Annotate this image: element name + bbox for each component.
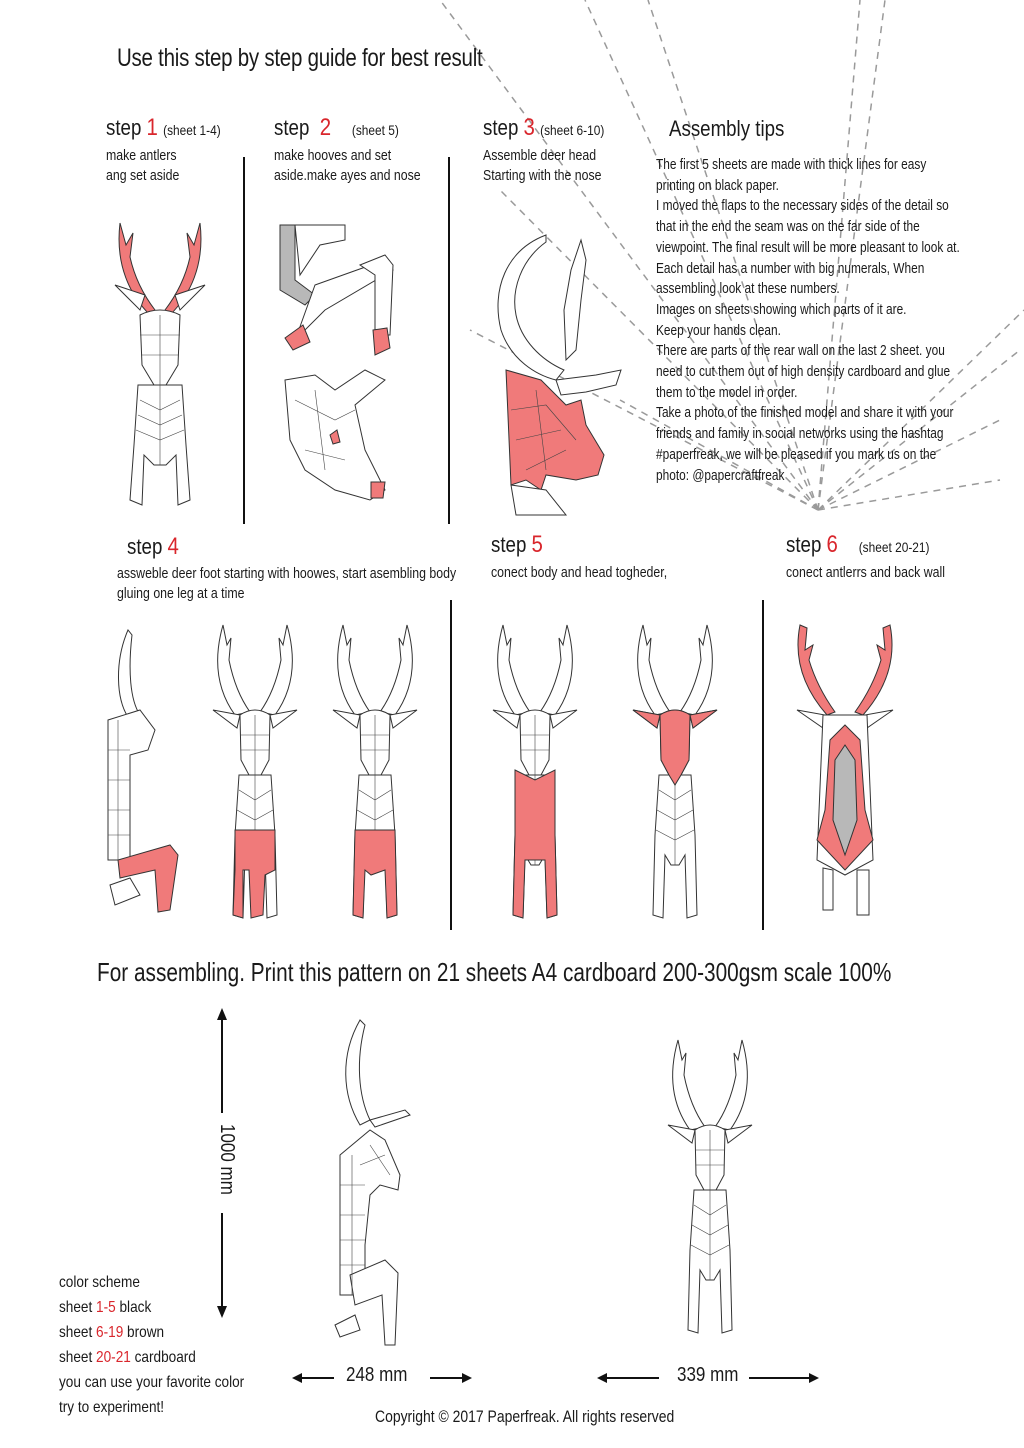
- step-4-description: assweble deer foot starting with hoowes, start asembling body gluing one leg at a time: [117, 566, 457, 602]
- step-3-description: Assemble deer head Starting with the nose: [483, 148, 602, 184]
- step-2-illustration: [275, 220, 445, 520]
- step-6-block: [786, 531, 973, 583]
- color-scheme-title: color scheme: [59, 1274, 140, 1291]
- step-2-description: make hooves and set aside.make ayes and nose: [274, 148, 421, 184]
- color-scheme-row: sheet 6-19 brown: [59, 1324, 165, 1341]
- divider: [243, 157, 245, 524]
- step-1-illustration: [100, 215, 220, 520]
- step-1-sheets: (sheet 1-4): [163, 122, 221, 138]
- step-4-number: 4: [167, 533, 179, 560]
- color-scheme-note: try to experiment!: [59, 1399, 165, 1416]
- side-width-dimension: 248 mm: [292, 1364, 472, 1392]
- color-scheme-row: sheet 20-21 cardboard: [59, 1349, 196, 1366]
- front-width-dimension: 339 mm: [597, 1364, 819, 1392]
- copyright: Copyright © 2017 Paperfreak. All rights reserved: [375, 1407, 675, 1426]
- step-5-block: [491, 531, 698, 583]
- final-front-view-illustration: [660, 1020, 760, 1350]
- step-1-description: make antlers ang set aside: [106, 148, 180, 184]
- step-5-description: conect body and head togheder,: [491, 565, 668, 581]
- step-1-number: 1: [146, 114, 158, 141]
- step-6-number: 6: [826, 531, 838, 558]
- color-scheme-row: sheet 1-5 black: [59, 1299, 152, 1316]
- step-6-illustration: [785, 620, 905, 920]
- step-1-block: [106, 114, 241, 186]
- step-4-illustration: [100, 620, 440, 920]
- step-3-heading: step 3 (sheet 6-10): [483, 114, 605, 141]
- step-2-sheets: (sheet 5): [351, 122, 399, 138]
- step-1-heading: step 1 (sheet 1-4): [106, 114, 221, 141]
- step-5-heading: step 5: [491, 531, 543, 558]
- step-6-heading: step 6 (sheet 20-21): [786, 531, 930, 558]
- step-5-illustration: [485, 620, 745, 920]
- step-3-block: [483, 114, 626, 186]
- color-scheme-note: you can use your favorite color: [59, 1374, 245, 1391]
- divider: [450, 600, 452, 930]
- step-3-illustration: [486, 230, 636, 520]
- step-4-heading: step 4: [127, 533, 179, 560]
- divider: [448, 157, 450, 524]
- step-4-block: [127, 533, 188, 561]
- step-6-sheets: (sheet 20-21): [858, 539, 930, 555]
- step-2-number: 2: [319, 114, 332, 141]
- assembly-tips-heading: Assembly tips: [669, 116, 785, 141]
- color-scheme: [59, 1270, 244, 1420]
- final-side-view-illustration: [330, 1015, 440, 1345]
- assembly-tips-text: The first 5 sheets are made with thick lines for easy printing on black paper. I moved the flaps to the necessary sides of the detail so that in the end the seam was on the far side of the viewpoint. The final result will be more pleasant to look at. Each detail has a number with big numerals, When assembling look at these numbers. Images on sheets showing which parts of it are. Keep your hands clean. There are parts of the rear wall on the last 2 sheet. you need to cut them out of high density cardboard and glue them to the model in order. Take a photo of the finished model and share it with your friends and family in social networks using the hashtag #paperfreak, we will be pleased if you mark us on the photo: @papercraftfreak: [656, 157, 960, 484]
- step-6-description: conect antlerrs and back wall: [786, 565, 945, 581]
- step-3-number: 3: [523, 114, 535, 141]
- step-2-block: [274, 114, 447, 186]
- step-3-sheets: (sheet 6-10): [540, 122, 605, 138]
- print-instructions: For assembling. Print this pattern on 21 sheets A4 cardboard 200-300gsm scale 100%: [97, 957, 892, 987]
- step-2-heading: step 2 (sheet 5): [274, 114, 399, 141]
- divider: [762, 600, 764, 930]
- step-5-number: 5: [531, 531, 543, 558]
- height-dimension: 1000 mm: [216, 1124, 238, 1195]
- page-title: Use this step by step guide for best result: [117, 44, 483, 72]
